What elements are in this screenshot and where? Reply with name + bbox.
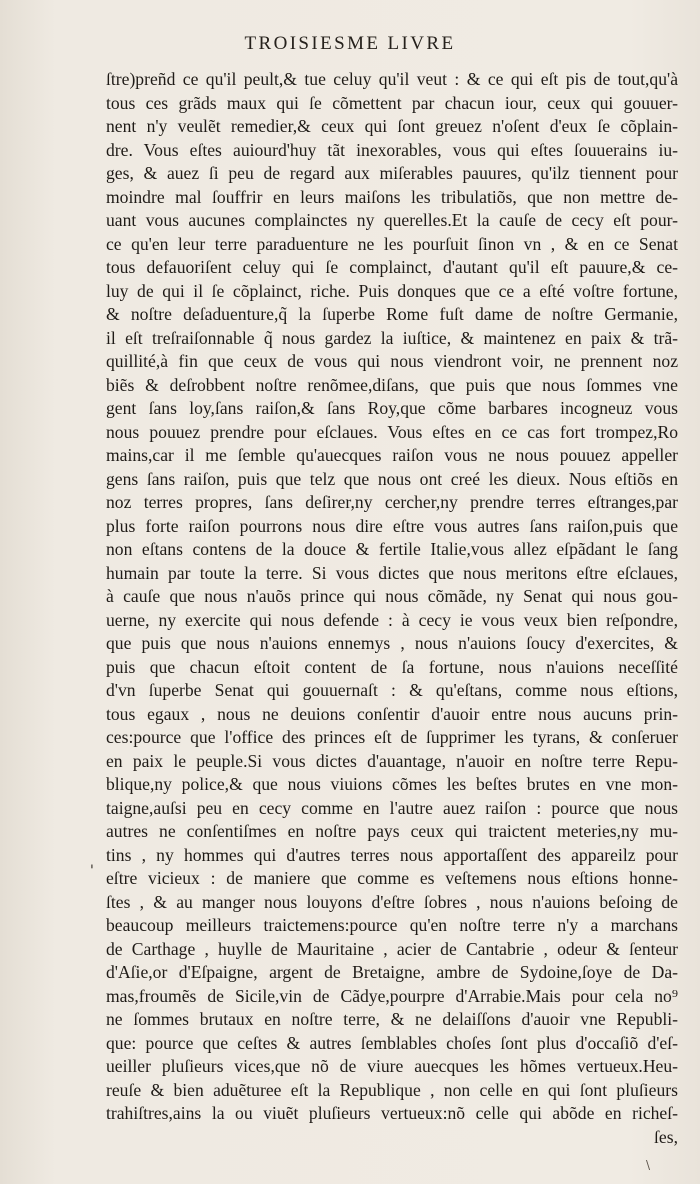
text-line: il eſt treſraiſonnable q̃ nous gardez la iuſtice, & maintenez en paix & trã- — [106, 327, 678, 348]
text-line: noz terres propres, ſans deſirer,ny cercher,ny prendre terres eſtranges,par — [106, 492, 678, 512]
text-line: de Carthage , huylle de Mauritaine , acier de Cantabrie , odeur & ſenteur — [106, 938, 678, 959]
text-line: puis que chacun eſtoit content de ſa fortune, nous n'auions neceſſité — [106, 656, 678, 677]
text-line: que puis que nous n'auions ennemys , nous n'auions ſoucy d'exercites, & — [106, 633, 678, 653]
text-line: nous pouuez prendre pour eſclaues. Vous eſtes en ce cas fort trompez,Ro — [106, 421, 678, 442]
text-line: ne ſommes brutaux en noſtre terre, & ne delaiſſons d'auoir vne Republi- — [106, 1009, 678, 1029]
text-line: humain par toute la terre. Si vous dictes que nous meritons eſtre eſclaues, — [106, 562, 678, 583]
body-text — [106, 68, 678, 1149]
text-line: biẽs & deſrobbent noſtre renõmee,diſans, que puis que nous ſommes vne — [106, 374, 678, 395]
text-line: non eſtans contens de la douce & fertile Italie,vous allez eſpãdant le ſang — [106, 539, 678, 559]
text-line: taigne,auſsi peu en cecy comme en l'autre auez raiſon : pource que nous — [106, 797, 678, 818]
text-line: gent ſans loy,ſans raiſon,& ſans Roy,que cõme barbares incogneuz vous — [106, 398, 678, 418]
text-line: luy de qui il ſe cõplainct, riche. Puis donques que ce a eſté voſtre fortune, — [106, 280, 678, 301]
text-line: tins , ny hommes qui d'autres terres nous apportaſſent des appareilz pour — [106, 844, 678, 865]
corner-mark: \ — [646, 1158, 651, 1172]
text-line: tous egaux , nous ne deuions conſentir d'auoir entre nous aucuns prin- — [106, 703, 678, 724]
text-line: nent n'y veulẽt remedier,& ceux qui ſont greuez n'oſent d'eux ſe cõplain- — [106, 116, 678, 136]
text-line: moindre mal ſouffrir en leurs maiſons les tribulatiõs, que non mettre de- — [106, 186, 678, 207]
text-line: ſtre)preñd ce qu'il peult,& tue celuy qu'il veut : & ce qui eſt pis de tout,qu'à — [106, 69, 678, 89]
text-line: reuſe & bien aduẽturee eſt la Republique , non celle en qui ſont pluſieurs — [106, 1079, 678, 1100]
text-line: d'vn ſuperbe Senat qui gouuernaſt : & qu'eſtans, comme nous eſtions, — [106, 680, 678, 700]
text-line: beaucoup meilleurs traictemens:pource qu'en noſtre terre n'y a marchans — [106, 915, 678, 935]
text-line: ges, & auez ſi peu de regard aux miſerables pauures, qu'ilz tiennent pour — [106, 163, 678, 183]
text-line: plus forte raiſon pourrons nous dire eſtre vous autres ſans raiſon,puis que — [106, 515, 678, 536]
text-line: uerne, ny exercite qui nous defende : à cecy ie vous veux bien reſpondre, — [106, 609, 678, 630]
running-head: TROISIESME LIVRE — [244, 33, 456, 54]
text-line: mas,froumẽs de Sicile,vin de Cãdye,pourpre d'Arrabie.Mais pour cela no⁹ — [106, 985, 678, 1006]
margin-mark: ' — [90, 863, 94, 879]
text-line: d'Aſie,or d'Eſpaigne, argent de Bretaigne, ambre de Sydoine,ſoye de Da- — [106, 962, 678, 982]
text-line: ueiller pluſieurs vices,que nõ de viure auecques les hõmes vertueux.Heu- — [106, 1056, 678, 1076]
text-line: ces:pource que l'office des princes eſt de ſupprimer les tyrans, & conſeruer — [106, 727, 678, 747]
text-line: autres ne conſentiſmes en noſtre pays ceux qui traictent meteries,ny mu- — [106, 821, 678, 841]
text-line: gens ſans raiſon, puis que telz que nous ont creé les dieux. Nous eſtiõs en — [106, 468, 678, 489]
text-line: uant vous aucunes complainctes ny querelles.Et la cauſe de cecy eſt pour- — [106, 210, 678, 230]
text-line: tous defauoriſent celuy qui ſe complainct, d'autant qu'il eſt pauure,& ce- — [106, 257, 678, 277]
text-line: & noſtre deſaduenture,q̃ la ſuperbe Rome fuſt dame de noſtre Germanie, — [106, 304, 678, 324]
text-line: que: pource que ceſtes & autres ſemblables choſes ſont plus d'occaſiõ d'eſ- — [106, 1032, 678, 1053]
text-line: en paix le peuple.Si vous dictes d'auantage, n'auoir en noſtre terre Repu- — [106, 750, 678, 771]
text-line: trahiſtres,ains la ou viuẽt pluſieurs vertueux:nõ celle qui abõde en richeſ- — [106, 1103, 678, 1123]
text-line: tous ces grãds maux qui ſe cõmettent par chacun iour, ceux qui gouuer- — [106, 92, 678, 113]
text-line: ſtes , & au manger nous louyons d'eſtre ſobres , nous n'auions beſoing de — [106, 891, 678, 912]
text-line: mains,car il me ſemble qu'auecques raiſon vous ne nous pouuez appeller — [106, 445, 678, 465]
text-line: quillité,à fin que ceux de vous qui nous viendront voir, ne prennent noz — [106, 351, 678, 371]
text-line: dre. Vous eſtes auiourd'huy tãt inexorables, vous qui eſtes ſouuerains iu- — [106, 139, 678, 160]
text-line: ce qu'en leur terre paraduenture ne les pourſuit ſinon vn , & en ce Senat — [106, 233, 678, 254]
text-line: ſes, — [654, 1126, 678, 1147]
text-line: blique,ny police,& que nous viuions cõmes les beſtes brutes en vne mon- — [106, 774, 678, 794]
text-line: à cauſe que nous n'auõs prince qui nous cõmãde, ny Senat qui nous gou- — [106, 586, 678, 606]
text-line: eſtre vicieux : de maniere que comme es veſtemens nous eſtions honne- — [106, 868, 678, 888]
